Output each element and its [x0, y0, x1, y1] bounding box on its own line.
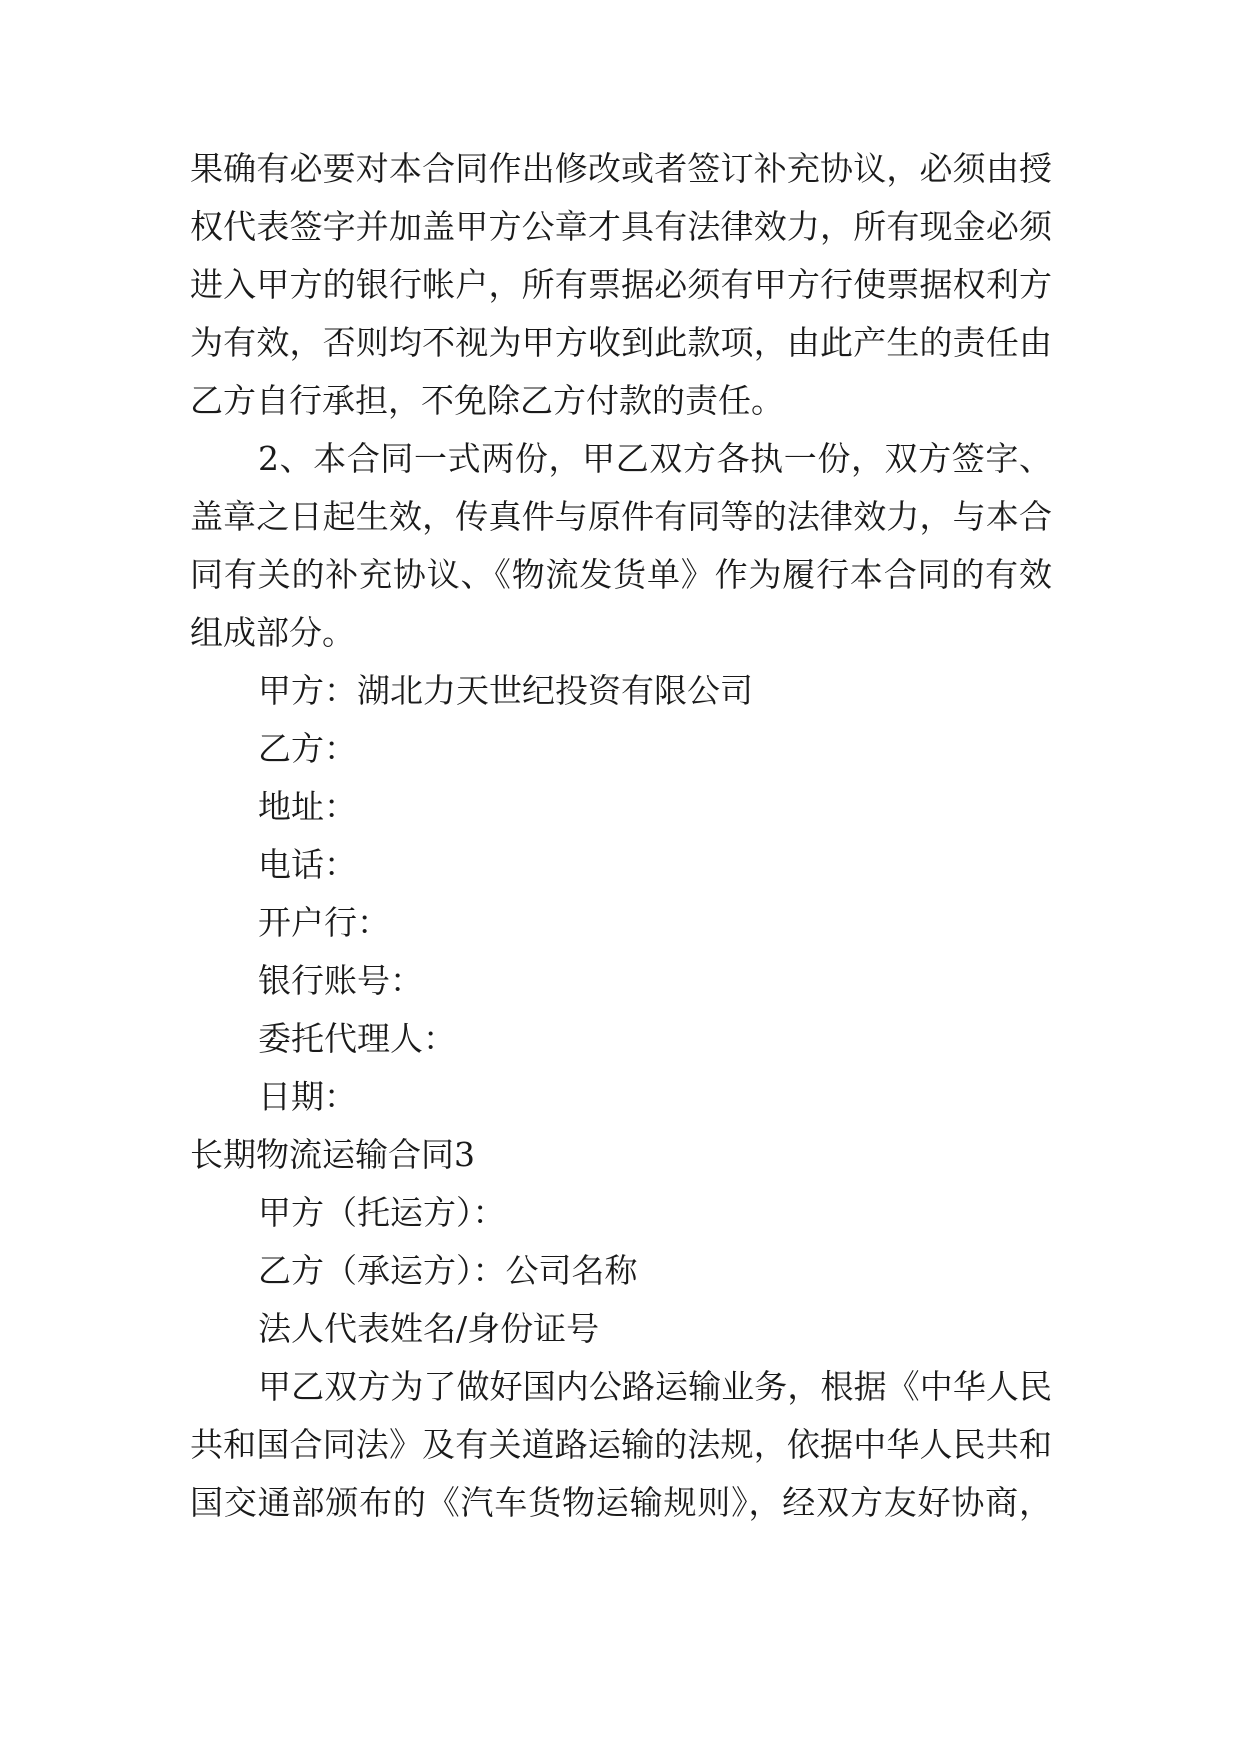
text-line: 同有关的补充协议、《物流发货单》作为履行本合同的有效	[190, 555, 1052, 594]
address-field: 地址：	[258, 787, 357, 826]
text-line: 权代表签字并加盖甲方公章才具有法律效力，所有现金必须	[190, 207, 1052, 246]
party-b-field: 乙方：	[258, 729, 357, 768]
text-line: 2、本合同一式两份，甲乙双方各执一份，双方签字、	[258, 439, 1052, 478]
text-line: 甲乙双方为了做好国内公路运输业务，根据《中华人民	[258, 1367, 1052, 1406]
paragraph-preamble	[190, 1358, 1052, 1532]
paragraph-payment-terms	[190, 140, 1052, 430]
text-line: 乙方自行承担，不免除乙方付款的责任。	[190, 381, 784, 420]
text-line: 果确有必要对本合同作出修改或者签订补充协议，必须由授	[190, 149, 1052, 188]
text-line: 组成部分。	[190, 613, 355, 652]
parties-block	[190, 1184, 1052, 1358]
text-line: 进入甲方的银行帐户，所有票据必须有甲方行使票据权利方	[190, 265, 1052, 304]
text-line: 国交通部颁布的《汽车货物运输规则》，经双方友好协商，	[190, 1483, 1052, 1522]
text-line: 共和国合同法》及有关道路运输的法规，依据中华人民共和	[190, 1425, 1052, 1464]
bank-field: 开户行：	[258, 903, 390, 942]
party-a-field: 甲方：湖北力天世纪投资有限公司	[258, 671, 753, 710]
text-line: 为有效，否则均不视为甲方收到此款项，由此产生的责任由	[190, 323, 1052, 362]
shipper-field: 甲方（托运方）：	[258, 1193, 506, 1232]
date-field: 日期：	[258, 1077, 357, 1116]
agent-field: 委托代理人：	[258, 1019, 456, 1058]
phone-field: 电话：	[258, 845, 357, 884]
carrier-field: 乙方（承运方）：公司名称	[258, 1251, 638, 1290]
document-page	[190, 140, 1052, 1532]
text-line: 盖章之日起生效，传真件与原件有同等的法律效力，与本合	[190, 497, 1052, 536]
paragraph-clause-2	[190, 430, 1052, 662]
section-title: 长期物流运输合同3	[190, 1135, 475, 1174]
legal-rep-field: 法人代表姓名/身份证号	[258, 1309, 600, 1348]
signature-block	[190, 662, 1052, 1126]
account-field: 银行账号：	[258, 961, 423, 1000]
